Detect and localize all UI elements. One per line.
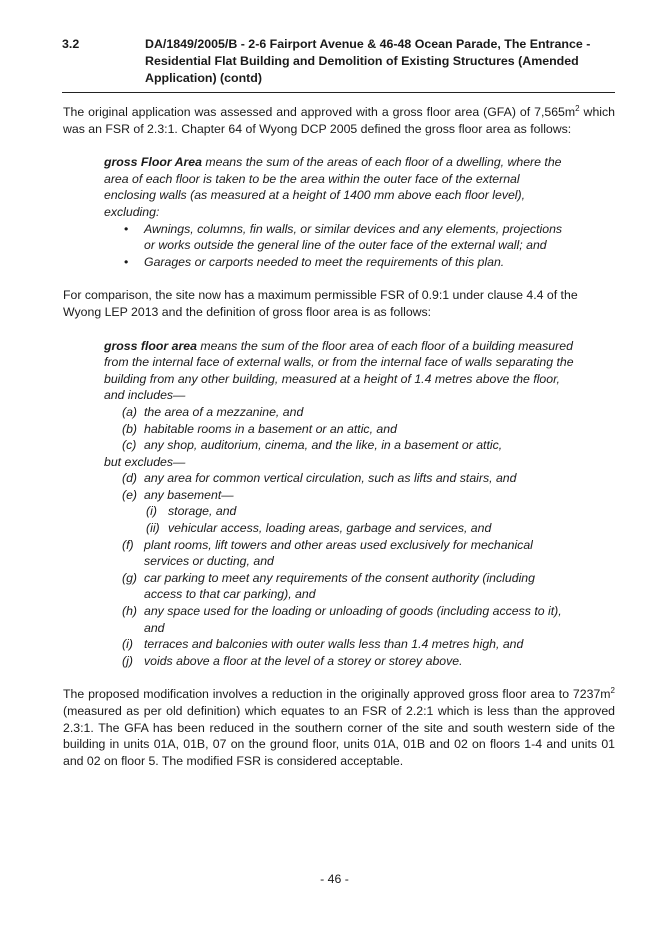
list-marker: (d) — [122, 471, 138, 486]
basement-sublist — [104, 503, 574, 536]
superscript: 2 — [610, 686, 615, 696]
includes-list — [104, 404, 574, 454]
list-marker: (a) — [122, 404, 138, 419]
list-item: (j) voids above a floor at the level of a storey or storey above. — [122, 653, 463, 668]
lep-definition-quote — [104, 338, 574, 670]
list-item: • Awnings, columns, fin walls, or similar devices and any elements, projections or works outside the general line of the outer face of the external wall; and — [124, 221, 563, 253]
excludes-list-continued — [104, 537, 574, 670]
list-item: (a) the area of a mezzanine, and — [122, 404, 304, 419]
list-item: (b) habitable rooms in a basement or an attic, and — [122, 421, 397, 436]
paragraph-comparison: For comparison, the site now has a maximum permissible FSR of 0.9:1 under clause 4.4 of the Wyong LEP 2013 and the definition of gross floor area is as follows: — [63, 288, 578, 319]
list-item: (i) terraces and balconies with outer walls less than 1.4 metres high, and — [122, 637, 524, 652]
dcp-definition-quote — [104, 154, 574, 270]
bullet-icon: • — [124, 221, 129, 236]
defined-term: gross Floor Area — [104, 155, 202, 170]
list-item: (e) any basement— — [122, 487, 234, 502]
paragraph-original-gfa: The original application was assessed and approved with a gross floor area (GFA) of $7,565m^2$ which was an FSR of 2.3:1. Chapter 64 of Wyong DCP 2005 defined the gross floor area as follows: — [63, 103, 615, 136]
defined-term: gross floor area — [104, 338, 197, 353]
section-title: DA/1849/2005/B - 2-6 Fairport Avenue & 46-48 Ocean Parade, The Entrance - Residential Flat Building and Demolition of Existing Structures (Amended Application) (contd) — [145, 37, 591, 85]
list-item: (d) any area for common vertical circulation, such as lifts and stairs, and — [122, 471, 517, 486]
paragraph-proposed-modification: The proposed modification involves a reduction in the originally approved gross floor area to $7237m^2$ (measured as per old definition) which equates to an FSR of 2.2:1 which is less than the approved 2.3:1. The GFA has been reduced in the southern corner of the site and south western side of the building in units 01A, 01B, 07 on the ground floor, units 01A, 01B and 02 on floors 1-4 and units 01 and 02 on floor 5. The modified FSR is considered acceptable. — [63, 686, 615, 768]
list-marker: (e) — [122, 487, 138, 502]
list-marker: (h) — [122, 604, 138, 619]
dcp-definition-text: gross Floor Area means the sum of the areas of each floor of a dwelling, where the area of each floor is taken to be the area within the outer face of the external enclosing walls (as measured at a height of 1400 mm above each floor level), excluding: — [104, 155, 562, 219]
list-item: (i) storage, and — [146, 504, 237, 519]
list-marker: (i) — [122, 637, 133, 652]
list-marker: (b) — [122, 421, 138, 436]
list-item: (ii) vehicular access, loading areas, garbage and services, and — [146, 521, 492, 536]
list-item: • Garages or carports needed to meet the requirements of this plan. — [124, 254, 505, 269]
but-excludes-label: but excludes— — [104, 454, 186, 469]
lep-definition-text: gross floor area means the sum of the floor area of each floor of a building measured from the internal face of external walls, or from the internal face of walls separating the building from any other building, measured at a height of 1.4 metres above the floor, and includes— — [104, 338, 574, 403]
list-marker: (i) — [146, 504, 157, 519]
list-marker: (g) — [122, 570, 138, 585]
bullet-icon: • — [124, 254, 129, 269]
excludes-list — [104, 470, 574, 503]
list-item: (g) car parking to meet any requirements of the consent authority (including access to that car parking), and — [122, 570, 535, 602]
list-item: (f) plant rooms, lift towers and other areas used exclusively for mechanical services or ducting, and — [122, 537, 533, 569]
list-marker: (f) — [122, 537, 134, 552]
list-marker: (c) — [122, 438, 137, 453]
superscript: 2 — [575, 103, 580, 113]
list-marker: (j) — [122, 653, 133, 668]
header-divider — [62, 92, 615, 93]
list-item: (c) any shop, auditorium, cinema, and the like, in a basement or attic, — [122, 438, 503, 453]
section-number: 3.2 — [62, 37, 80, 51]
list-item: (h) any space used for the loading or unloading of goods (including access to it), and — [122, 604, 562, 635]
exclusion-bullet-list — [104, 221, 574, 271]
page-number: - 46 - — [320, 872, 349, 886]
list-marker: (ii) — [146, 521, 160, 536]
document-body — [63, 104, 615, 769]
